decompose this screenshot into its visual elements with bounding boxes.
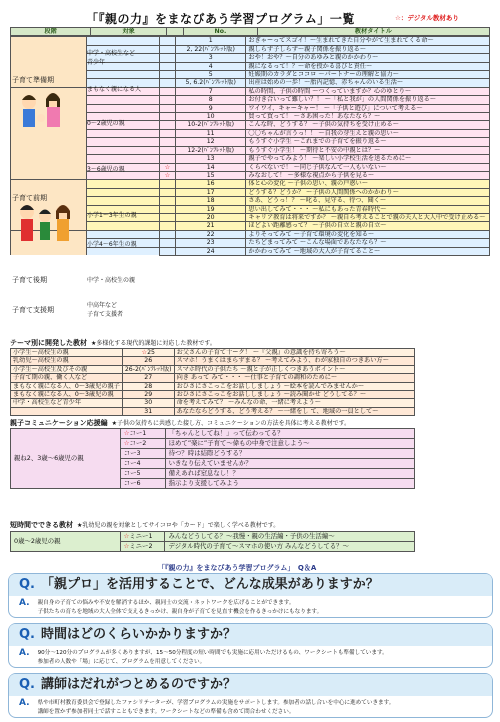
no-cell — [120, 459, 165, 469]
title-cell: 待つ？時は結際どうする？ — [165, 449, 414, 459]
theme-title-cell: 命を考えてみて？ ～みんなの命、一緒に考えよう～ — [174, 399, 414, 407]
table-row — [11, 197, 490, 205]
no-cell: 7 — [175, 87, 245, 95]
stage-label-1: 子育て準備期 — [12, 76, 54, 84]
digital-star-icon: ☆ — [123, 532, 130, 540]
star-cell — [159, 155, 175, 163]
question-3: Q. 講師はだれがつとめるのですか？ — [9, 674, 492, 696]
table-row — [11, 374, 415, 382]
target-cell — [87, 129, 159, 137]
page-title: 「『親の力』をまなびあう学習プログラム」一覧 — [86, 12, 355, 26]
star-cell — [159, 87, 175, 95]
theme-title-cell: あなたならどうする、どう考える？ ～一緒をし て、地域の一員として～ — [174, 407, 414, 415]
main-table-body — [10, 36, 490, 256]
table-row — [11, 382, 415, 390]
stage-cell — [11, 54, 87, 62]
target-cell — [87, 138, 159, 146]
target-cell — [87, 71, 159, 79]
answer-1-text: 親自身の子育ての悩みや不安を解消するほか、親同士の交流・ネットワークを広げることができます。 子供たちの育ちを地域の大人全体で支えるきっかけ、親自身が子育てを見直す機会を作るきっかけにもなります。 — [37, 600, 323, 615]
title-cell: お付き合いって難しい？！ ～「私と我が」の人間関係を振り返る～ — [246, 96, 490, 104]
no-cell: 1 — [175, 37, 245, 45]
table-row — [11, 429, 415, 439]
table-row — [11, 247, 490, 255]
table-row — [11, 71, 490, 79]
no-cell: 11 — [175, 129, 245, 137]
table-header — [11, 28, 490, 36]
theme-no: 27 — [144, 374, 153, 382]
star-cell — [159, 62, 175, 70]
answer-3-text: 県や市町村教育委員会で登録したファシリテーターが、学習プログラムの実施をサポートします。参加者の話し合いを中心に進めていきます。 講師を置かず参加者同士で話すこともできます。ワークシートなどの準備も含めて問合わせください。 — [37, 700, 395, 715]
table-row — [11, 349, 415, 357]
star-cell — [159, 188, 175, 196]
title-cell: ほめて”楽に”子育て～偉もの中身で注意しよう～ — [165, 439, 414, 449]
theme-target-cell: まもなく親になる人、0～3歳児の親 — [11, 391, 123, 399]
section-comm-title: 親子コミュニケーション応援編 — [10, 419, 108, 427]
target-cell — [87, 155, 159, 163]
theme-no: 25 — [147, 349, 155, 356]
stage-label-2: 子育て前期 — [12, 194, 47, 202]
stage-cell — [11, 138, 87, 146]
no-cell: 4 — [175, 62, 245, 70]
title-cell: みなおして！ ～多様な視点から子供を見る～ — [246, 171, 490, 179]
table-row — [11, 96, 490, 104]
target-cell — [87, 197, 159, 205]
title-cell: キャリア教育は将来ですか？ ～親自ら考えることで親の夫人と大人中で受け止める～ — [246, 213, 490, 221]
digital-star-icon: ☆ — [164, 163, 171, 171]
title-cell: 体と心の変化 ～子供の思い、親の戸惑い～ — [246, 180, 490, 188]
table-row — [11, 129, 490, 137]
star-cell — [159, 104, 175, 112]
no-cell: 10 — [175, 113, 245, 121]
no-cell: 8 — [175, 96, 245, 104]
star-cell — [159, 213, 175, 221]
short-table — [10, 531, 415, 552]
header-stage: 段階 — [11, 28, 91, 36]
title-cell: 私の時間、子供の時間 ～つくっていますか？心のゆとり～ — [246, 87, 490, 95]
title-cell: おや！おや？～自分のあゆみと親のかかわり～ — [246, 54, 490, 62]
title-cell: いきなり伝えていませんか？ — [165, 459, 414, 469]
theme-title-cell: スマホ！うまくはまらずまる？ ～考えてみよう、わが家独自のつきあい方～ — [174, 357, 414, 365]
no-cell: 10-2(ﾊﾟﾝﾌﾚｯﾄ版) — [175, 121, 245, 129]
no-cell: 3 — [175, 54, 245, 62]
section-comm-heading — [10, 418, 350, 428]
target-label-8: 中高年など 子育て支援者 — [87, 302, 124, 318]
theme-target-cell — [11, 407, 123, 415]
table-row — [11, 79, 490, 87]
theme-no: 26-2(ﾊﾟﾝﾌﾚｯﾄ版) — [124, 365, 172, 373]
no-cell — [120, 532, 165, 542]
stage-cell — [11, 37, 87, 45]
header-no: No. — [184, 28, 258, 36]
star-cell — [159, 138, 175, 146]
theme-no-cell — [122, 349, 174, 357]
question-3-text: 講師はだれがつとめるのですか？ — [41, 677, 237, 692]
theme-target-cell: 子育て期の親、働く人など — [11, 374, 123, 382]
theme-target-cell: 中学・高校生など青少年 — [11, 399, 123, 407]
table-row — [11, 163, 490, 171]
theme-no-cell — [122, 391, 174, 399]
title-cell: 〇〇ちゃんが言うっ！！ ～自我の芽生えと親の思い～ — [246, 129, 490, 137]
table-row — [11, 399, 415, 407]
family-illustration-1 — [15, 90, 75, 135]
title-cell: 指示より支援してみよう — [165, 479, 414, 489]
no-cell: 12 — [175, 138, 245, 146]
star-cell — [159, 146, 175, 154]
target-cell — [87, 37, 159, 45]
star-cell — [159, 113, 175, 121]
table-row — [11, 104, 490, 112]
main-table — [10, 27, 490, 36]
family-illustration-2 — [15, 200, 75, 255]
section-short-title: 短時間でできる教材 — [10, 521, 73, 529]
title-cell: 「ちゃんとしてね！」って伝わってる？ — [165, 429, 414, 439]
stage-cell — [11, 62, 87, 70]
no-cell: 23 — [175, 239, 245, 247]
table-row — [11, 180, 490, 188]
star-cell — [159, 54, 175, 62]
theme-no-cell — [122, 365, 174, 373]
no-cell — [120, 469, 165, 479]
star-cell — [159, 239, 175, 247]
qa-heading: 「『親の力』をまなびあう学習プログラム」 Q＆A — [158, 564, 317, 572]
no-cell — [120, 479, 165, 489]
question-1: Q. 「親プロ」を活用することで、どんな成果がありますか？ — [9, 574, 492, 596]
section-theme-sub: ★多様化する現代的課題に対応した教材です。 — [91, 340, 216, 347]
no-cell: 14 — [175, 163, 245, 171]
qa-block-1 — [8, 573, 493, 618]
star-cell — [159, 45, 175, 53]
no-cell: 16 — [175, 180, 245, 188]
comm-table — [10, 428, 415, 489]
digital-star-icon: ☆ — [164, 171, 171, 179]
stage-cell — [11, 171, 87, 179]
title-cell: 思い出してみて・・・ ～私にもあった青春時代～ — [246, 205, 490, 213]
star-cell — [159, 230, 175, 238]
target-cell: 0歳～2歳児の親 — [11, 532, 121, 552]
theme-no-cell — [122, 399, 174, 407]
item-no: コー2 — [129, 439, 147, 447]
theme-title-cell: 向き あって みて・・・ ～仕事と子育ての調和のために～ — [174, 374, 414, 382]
title-cell: ほどよい距離感って？ ～子供の自立と親の自立～ — [246, 222, 490, 230]
theme-title-cell: スマホ時代の子供たち ～親と子が正しくつきあうポイント～ — [174, 365, 414, 373]
no-cell — [120, 429, 165, 439]
item-no: ミニー1 — [129, 532, 153, 540]
section-short-sub: ★乳幼児の親を対象としてサイコロや「カード」で楽しく学べる教材です。 — [77, 522, 280, 529]
no-cell: 22 — [175, 230, 245, 238]
table-row — [11, 391, 415, 399]
target-label-1: 中学・高校生など 青少年 — [87, 50, 136, 66]
table-row — [11, 113, 490, 121]
no-cell — [120, 449, 165, 459]
title-cell: くらべないで！ ～同じ子供なんて一人もいない～ — [246, 163, 490, 171]
table-row — [11, 54, 490, 62]
theme-title-cell: おひさにさこっこをお話ししましょう ～読み聞かせ どうしてる？～ — [174, 391, 414, 399]
digital-star-icon: ☆ — [123, 542, 130, 550]
answer-2-text: 90分～120分のプログラムが多くありますが、15～50分程度の短い時間でも実施に応用いただけるもの、ワークシートも準備しています。 参加者の人数や「場」に応じて、プログラムを用意してください。 — [37, 650, 388, 665]
star-cell — [159, 205, 175, 213]
no-cell: 2, 22(ﾊﾟﾝﾌﾚｯﾄ版) — [175, 45, 245, 53]
target-cell — [87, 146, 159, 154]
stage-cell — [11, 146, 87, 154]
theme-no-cell — [122, 407, 174, 415]
stage-label-4: 子育て支援期 — [12, 306, 54, 314]
theme-target-cell: まもなく親になる人、0～3歳児の親子 — [11, 382, 123, 390]
table-row — [11, 357, 415, 365]
table-row — [11, 45, 490, 53]
table-row — [11, 171, 490, 179]
title-cell: もうすぐ小学生 ～これまでの子育てを振り返る～ — [246, 138, 490, 146]
table-row — [11, 407, 415, 415]
no-cell: 19 — [175, 205, 245, 213]
star-cell — [159, 96, 175, 104]
digital-star-icon: ☆ — [123, 429, 130, 437]
theme-target-cell: 乳幼児～高校生の親 — [11, 357, 123, 365]
no-cell: 24 — [175, 247, 245, 255]
header-target: 対象 — [91, 28, 167, 36]
star-cell — [159, 163, 175, 171]
no-cell: 5 — [175, 71, 245, 79]
title-cell: たちどまってみて ～こんな場面であなたなら？～ — [246, 239, 490, 247]
qa-block-2 — [8, 623, 493, 668]
question-2: Q. 時間はどのくらいかかりますか？ — [9, 624, 492, 646]
theme-no-cell — [122, 382, 174, 390]
target-label-2: まもなく親になる人 — [87, 86, 142, 93]
star-cell — [159, 79, 175, 87]
no-cell: 12-2(ﾊﾟﾝﾌﾚｯﾄ版) — [175, 146, 245, 154]
title-cell: 買って買って！ ～さあ困った！あなたなら？～ — [246, 113, 490, 121]
star-cell — [159, 121, 175, 129]
star-cell — [159, 71, 175, 79]
section-theme-heading — [10, 338, 216, 348]
table-row — [11, 62, 490, 70]
stage-cell — [11, 155, 87, 163]
section-theme-title: テーマ別に開発した教材 — [10, 339, 87, 347]
item-no: コー4 — [123, 459, 141, 467]
digital-note: ☆：デジタル教材あり — [395, 14, 459, 22]
item-no: コー5 — [123, 469, 141, 477]
theme-no-cell — [122, 374, 174, 382]
question-1-text: 「親プロ」を活用することで、どんな成果がありますか？ — [41, 577, 379, 592]
table-row — [11, 87, 490, 95]
answer-3: A. 県や市町村教育委員会で登録したファシリテーターが、学習プログラムの実施をサポートします。参加者の話し合いを中心に進めていきます。 講師を置かず参加者同士で話すこともできます。ワークシートなどの準備も含めて問合わせください。 — [19, 698, 395, 715]
table-row — [11, 239, 490, 247]
target-cell — [87, 96, 159, 104]
target-label-7: 中学・高校生の親 — [87, 277, 136, 284]
title-cell: よりそってみて ～子育て環境の変化を知る～ — [246, 230, 490, 238]
star-cell — [159, 222, 175, 230]
target-cell — [87, 230, 159, 238]
title-cell: どうする？どうか？ ～子供の人間関係へのかかわり～ — [246, 188, 490, 196]
star-cell — [159, 180, 175, 188]
title-cell: みんなどうしてる？～我慢・親の生活編・子供の生活編～ — [165, 532, 415, 542]
item-no: コー1 — [129, 429, 147, 437]
theme-no: 29 — [144, 391, 153, 399]
target-label-3: 0～2歳児の親 — [87, 120, 125, 127]
title-cell: ワイワイ、キャーキャー！ ～「子供と遊び」について考える～ — [246, 104, 490, 112]
title-cell: 親しらず子しらず～親子関係を振り返る～ — [246, 45, 490, 53]
stage-cell — [11, 45, 87, 53]
stage-cell — [11, 180, 87, 188]
star-cell — [159, 37, 175, 45]
title-cell: 備えあれば窒息なし！？ — [165, 469, 414, 479]
theme-no: 30 — [144, 399, 153, 407]
target-label-5: 小学1～3年生の親 — [87, 212, 137, 219]
title-cell: 親子でやってみよう！ ～楽しい小学校生活を送るために～ — [246, 155, 490, 163]
stage-label-3: 子育て後期 — [12, 276, 47, 284]
theme-title-cell: おひさにさこっこをお話ししましょう ～絵本を読んでみませんか～ — [174, 382, 414, 390]
section-short-heading — [10, 520, 279, 530]
target-cell: 親ね2、3歳～6歳児の親 — [11, 429, 121, 489]
no-cell: 13 — [175, 155, 245, 163]
no-cell: 9 — [175, 104, 245, 112]
stage-cell — [11, 163, 87, 171]
title-cell: かかわってみて ～地域の大人が子育てること～ — [246, 247, 490, 255]
qa-block-3 — [8, 673, 493, 718]
table-row — [11, 532, 415, 542]
no-cell — [120, 542, 165, 552]
answer-2: A. 90分～120分のプログラムが多くありますが、15～50分程度の短い時間でも実施に応用いただけるもの、ワークシートも準備しています。 参加者の人数や「場」に応じて、プログラムを用意してください。 — [19, 648, 388, 665]
digital-star-icon: ☆ — [123, 439, 130, 447]
digital-star-icon: ☆ — [141, 349, 148, 356]
table-row — [11, 230, 490, 238]
theme-title-cell: お父さんの子育て十ーク！ ～『父親』の意識を持ち寄ろう～ — [174, 349, 414, 357]
star-cell — [159, 247, 175, 255]
no-cell: 21 — [175, 222, 245, 230]
item-no: ミニー2 — [129, 542, 153, 550]
table-row — [11, 365, 415, 373]
theme-target-cell: 小学生～高校生及びその親 — [11, 365, 123, 373]
theme-no-cell — [122, 357, 174, 365]
table-row — [11, 146, 490, 154]
item-no: コー6 — [123, 479, 141, 487]
title-cell: さあ、どうっ！？ ～叱る、見守る、待つ、聞く～ — [246, 197, 490, 205]
target-cell — [87, 104, 159, 112]
target-cell — [87, 180, 159, 188]
no-cell: 18 — [175, 197, 245, 205]
no-cell: 5, 6.2(ﾊﾟﾝﾌﾚｯﾄ版) — [175, 79, 245, 87]
no-cell: 17 — [175, 188, 245, 196]
theme-no: 31 — [144, 407, 153, 415]
target-label-4: 3～6歳児の親 — [87, 166, 125, 173]
table-row — [11, 138, 490, 146]
no-cell — [120, 439, 165, 449]
title-cell: 出産は始めの一歩！～胎内記憶、赤ちゃんのいる生活～ — [246, 79, 490, 87]
target-cell — [87, 222, 159, 230]
no-cell: 15 — [175, 171, 245, 179]
header-material: 教材タイトル — [257, 28, 489, 36]
target-cell — [87, 247, 159, 255]
star-cell — [159, 171, 175, 179]
table-row — [11, 222, 490, 230]
section-comm-sub: ★子供の気持ちに共感した接し方、コミュニケーションの方法を具体に考える教材です。 — [111, 420, 351, 427]
title-cell: もうすぐ小学生！ ～期待と不安の中親とは？～ — [246, 146, 490, 154]
target-label-6: 小学4～6年生の親 — [87, 241, 137, 248]
no-cell: 20 — [175, 213, 245, 221]
target-cell — [87, 188, 159, 196]
table-row — [11, 188, 490, 196]
answer-1: A. 親自身の子育ての悩みや不安を解消するほか、親同士の交流・ネットワークを広げることができます。 子供たちの育ちを地域の大人全体で支えるきっかけ、親自身が子育てを見直す機会を作るきっかけにもなります。 — [19, 598, 323, 615]
theme-table — [10, 348, 415, 416]
title-cell: こんな時、どうする？ ～子供の気持ちを受け止める～ — [246, 121, 490, 129]
theme-target-cell: 小学生～高校生の親 — [11, 349, 123, 357]
table-row — [11, 155, 490, 163]
question-2-text: 時間はどのくらいかかりますか？ — [41, 627, 237, 642]
theme-no: 28 — [144, 382, 153, 390]
star-cell — [159, 197, 175, 205]
title-cell: おぎゃーってスゴイ！～生まれてきた自分やがて生まれてくる命～ — [246, 37, 490, 45]
title-cell: 妊娠期のカラダとココロ ～パートナーの理解と協力～ — [246, 71, 490, 79]
table-row — [11, 37, 490, 45]
item-no: コー3 — [123, 449, 141, 457]
title-cell: デジタル時代の子育て～スマホの使い方 みんなどうしてる？～ — [165, 542, 415, 552]
table-row — [11, 213, 490, 221]
table-row — [11, 121, 490, 129]
star-cell — [159, 129, 175, 137]
title-cell: 親になるって！？～命を授かる喜びと責任～ — [246, 62, 490, 70]
table-row — [11, 205, 490, 213]
theme-no: 26 — [144, 357, 153, 365]
